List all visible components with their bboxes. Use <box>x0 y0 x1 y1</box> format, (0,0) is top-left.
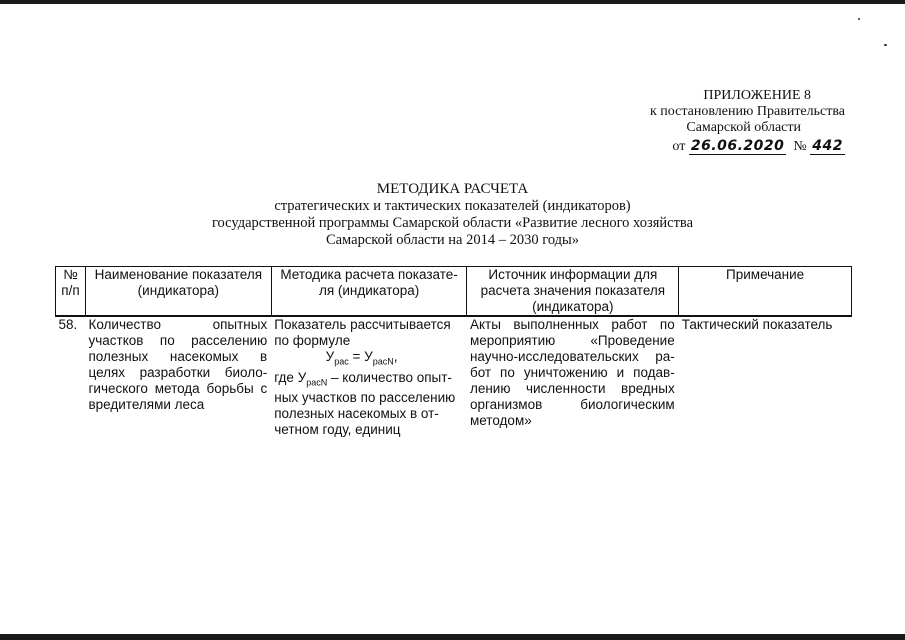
formula-subscript-right: расN <box>372 356 394 367</box>
method-definition <box>274 370 463 439</box>
formula-symbol: У <box>325 349 335 364</box>
title-line-3: государственной программы Самарской области «Развитие лесного хозяйства <box>211 215 694 231</box>
formula-symbol-right: У <box>364 349 373 364</box>
method-where-subscript: расN <box>306 377 328 388</box>
scan-speck <box>884 44 887 46</box>
formula-equals: = <box>348 349 365 364</box>
page-bottom-edge <box>0 634 905 640</box>
title-line-2: стратегических и тактических показателей (индикаторов) <box>274 198 631 214</box>
number-prefix: № <box>793 139 807 154</box>
method-intro: Показатель рассчитывается по формуле <box>274 317 451 348</box>
handwritten-number: 442 <box>812 138 843 154</box>
page-top-edge <box>0 0 905 4</box>
header-indicator-name: Наименование показателя (индикатора) <box>85 267 271 317</box>
row-note: Тактический показатель <box>681 317 833 332</box>
row-number: 58. <box>58 317 78 332</box>
indicator-table <box>55 266 852 438</box>
scan-speck <box>858 18 860 20</box>
header-note: Примечание <box>679 267 852 317</box>
table-header-row <box>56 267 852 317</box>
method-rest: – количество опыт-ных участков по расселению полезных насекомых в от-четном году, единиц <box>274 369 456 438</box>
method-formula <box>274 349 463 370</box>
appendix-decree: к постановлению Правительства <box>649 104 845 119</box>
title-line-4: Самарской области на 2014 – 2030 годы» <box>325 232 580 248</box>
header-source: Источник информации для расчета значения показателя (индикатора) <box>467 267 679 317</box>
handwritten-date: 26.06.2020 <box>690 138 785 154</box>
title-main: МЕТОДИКА РАСЧЕТА <box>376 181 529 197</box>
formula-subscript-left: рас <box>334 356 349 367</box>
header-method: Методика расчета показате-ля (индикатора) <box>271 267 467 317</box>
formula-end: , <box>393 349 398 364</box>
document-title <box>0 181 905 249</box>
appendix-number: ПРИЛОЖЕНИЕ 8 <box>703 88 811 103</box>
row-indicator-name: Количество опытных участков по расселению полезных насекомых в целях разработки биоло-гического метода борьбы с вредителями леса <box>88 317 268 412</box>
date-prefix: от <box>672 139 686 154</box>
header-number: № п/п <box>56 267 86 317</box>
table-row <box>56 316 852 438</box>
appendix-region: Самарской области <box>686 120 801 135</box>
appendix-block <box>585 88 845 155</box>
row-method <box>271 316 467 438</box>
decree-date-row <box>585 138 845 155</box>
row-source: Акты выполненных работ по мероприятию «Проведение научно-исследовательских ра-бот по уничтожению и подав-лению численности вредных организмов биологическим методом» <box>469 317 675 428</box>
method-where: где У <box>274 369 307 385</box>
